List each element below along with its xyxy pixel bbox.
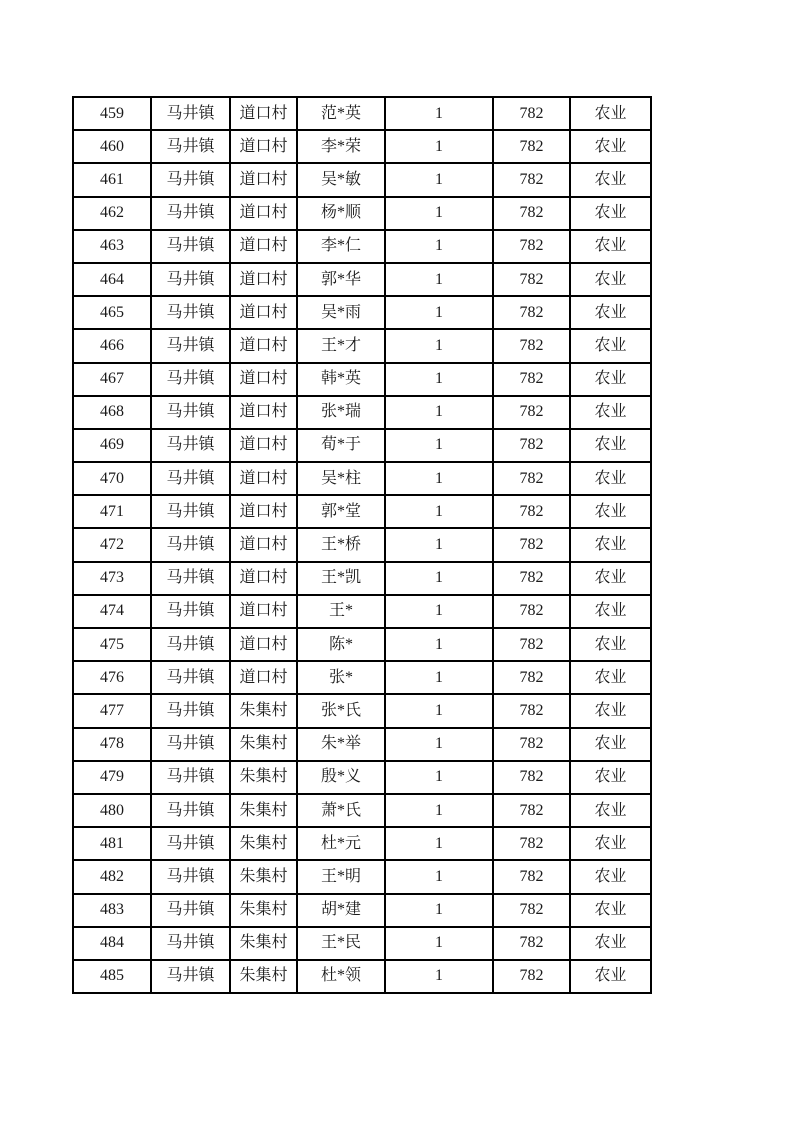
category-cell: 农业 [570, 827, 651, 860]
village-cell: 道口村 [230, 528, 297, 561]
name-cell: 李*仁 [297, 230, 385, 263]
table-row [73, 628, 651, 661]
table-row [73, 97, 651, 130]
serial-cell: 481 [73, 827, 151, 860]
town-cell: 马井镇 [151, 595, 230, 628]
category-cell: 农业 [570, 595, 651, 628]
name-cell: 王*凯 [297, 562, 385, 595]
count-cell: 1 [385, 429, 493, 462]
town-cell: 马井镇 [151, 396, 230, 429]
count-cell: 1 [385, 97, 493, 130]
count-cell: 1 [385, 694, 493, 727]
table-row [73, 462, 651, 495]
category-cell: 农业 [570, 860, 651, 893]
count-cell: 1 [385, 495, 493, 528]
town-cell: 马井镇 [151, 761, 230, 794]
serial-cell: 482 [73, 860, 151, 893]
amount-cell: 782 [493, 761, 570, 794]
count-cell: 1 [385, 197, 493, 230]
category-cell: 农业 [570, 263, 651, 296]
name-cell: 王*才 [297, 329, 385, 362]
name-cell: 杨*顺 [297, 197, 385, 230]
village-cell: 道口村 [230, 329, 297, 362]
town-cell: 马井镇 [151, 429, 230, 462]
village-cell: 朱集村 [230, 860, 297, 893]
category-cell: 农业 [570, 728, 651, 761]
table-row [73, 495, 651, 528]
category-cell: 农业 [570, 761, 651, 794]
name-cell: 殷*义 [297, 761, 385, 794]
village-cell: 道口村 [230, 197, 297, 230]
village-cell: 道口村 [230, 396, 297, 429]
table-row [73, 263, 651, 296]
town-cell: 马井镇 [151, 728, 230, 761]
table-row [73, 396, 651, 429]
amount-cell: 782 [493, 562, 570, 595]
count-cell: 1 [385, 329, 493, 362]
category-cell: 农业 [570, 894, 651, 927]
table-row [73, 827, 651, 860]
town-cell: 马井镇 [151, 462, 230, 495]
category-cell: 农业 [570, 130, 651, 163]
table-row [73, 197, 651, 230]
amount-cell: 782 [493, 661, 570, 694]
serial-cell: 471 [73, 495, 151, 528]
table-row [73, 230, 651, 263]
town-cell: 马井镇 [151, 628, 230, 661]
category-cell: 农业 [570, 694, 651, 727]
category-cell: 农业 [570, 97, 651, 130]
count-cell: 1 [385, 761, 493, 794]
name-cell: 张*瑞 [297, 396, 385, 429]
name-cell: 朱*举 [297, 728, 385, 761]
category-cell: 农业 [570, 462, 651, 495]
name-cell: 吴*敏 [297, 163, 385, 196]
town-cell: 马井镇 [151, 661, 230, 694]
serial-cell: 478 [73, 728, 151, 761]
village-cell: 道口村 [230, 263, 297, 296]
table-row [73, 661, 651, 694]
table-row [73, 894, 651, 927]
town-cell: 马井镇 [151, 230, 230, 263]
category-cell: 农业 [570, 495, 651, 528]
name-cell: 杜*元 [297, 827, 385, 860]
table-body [73, 97, 651, 993]
amount-cell: 782 [493, 528, 570, 561]
table-row [73, 927, 651, 960]
count-cell: 1 [385, 363, 493, 396]
amount-cell: 782 [493, 827, 570, 860]
amount-cell: 782 [493, 595, 570, 628]
table-row [73, 296, 651, 329]
town-cell: 马井镇 [151, 927, 230, 960]
name-cell: 吴*雨 [297, 296, 385, 329]
category-cell: 农业 [570, 396, 651, 429]
name-cell: 范*英 [297, 97, 385, 130]
count-cell: 1 [385, 860, 493, 893]
town-cell: 马井镇 [151, 296, 230, 329]
town-cell: 马井镇 [151, 794, 230, 827]
count-cell: 1 [385, 163, 493, 196]
amount-cell: 782 [493, 860, 570, 893]
village-cell: 朱集村 [230, 927, 297, 960]
category-cell: 农业 [570, 163, 651, 196]
count-cell: 1 [385, 462, 493, 495]
amount-cell: 782 [493, 495, 570, 528]
amount-cell: 782 [493, 628, 570, 661]
table-row [73, 363, 651, 396]
category-cell: 农业 [570, 528, 651, 561]
table-row [73, 329, 651, 362]
name-cell: 韩*英 [297, 363, 385, 396]
name-cell: 王* [297, 595, 385, 628]
serial-cell: 466 [73, 329, 151, 362]
town-cell: 马井镇 [151, 363, 230, 396]
serial-cell: 479 [73, 761, 151, 794]
count-cell: 1 [385, 728, 493, 761]
village-cell: 朱集村 [230, 761, 297, 794]
category-cell: 农业 [570, 363, 651, 396]
serial-cell: 473 [73, 562, 151, 595]
table-row [73, 728, 651, 761]
table-row [73, 694, 651, 727]
amount-cell: 782 [493, 894, 570, 927]
category-cell: 农业 [570, 197, 651, 230]
amount-cell: 782 [493, 197, 570, 230]
count-cell: 1 [385, 827, 493, 860]
table-row [73, 429, 651, 462]
village-cell: 道口村 [230, 595, 297, 628]
serial-cell: 461 [73, 163, 151, 196]
town-cell: 马井镇 [151, 263, 230, 296]
category-cell: 农业 [570, 927, 651, 960]
village-cell: 朱集村 [230, 694, 297, 727]
table-row [73, 860, 651, 893]
amount-cell: 782 [493, 263, 570, 296]
village-cell: 朱集村 [230, 728, 297, 761]
table-row [73, 761, 651, 794]
village-cell: 道口村 [230, 495, 297, 528]
serial-cell: 464 [73, 263, 151, 296]
table-row [73, 960, 651, 993]
village-cell: 道口村 [230, 296, 297, 329]
village-cell: 朱集村 [230, 894, 297, 927]
name-cell: 郭*堂 [297, 495, 385, 528]
count-cell: 1 [385, 528, 493, 561]
village-cell: 道口村 [230, 562, 297, 595]
count-cell: 1 [385, 130, 493, 163]
count-cell: 1 [385, 960, 493, 993]
serial-cell: 476 [73, 661, 151, 694]
category-cell: 农业 [570, 429, 651, 462]
amount-cell: 782 [493, 296, 570, 329]
name-cell: 荀*于 [297, 429, 385, 462]
table-row [73, 562, 651, 595]
table-row [73, 163, 651, 196]
serial-cell: 485 [73, 960, 151, 993]
amount-cell: 782 [493, 363, 570, 396]
name-cell: 王*桥 [297, 528, 385, 561]
serial-cell: 467 [73, 363, 151, 396]
amount-cell: 782 [493, 694, 570, 727]
count-cell: 1 [385, 894, 493, 927]
town-cell: 马井镇 [151, 960, 230, 993]
category-cell: 农业 [570, 661, 651, 694]
category-cell: 农业 [570, 794, 651, 827]
village-cell: 朱集村 [230, 794, 297, 827]
serial-cell: 483 [73, 894, 151, 927]
category-cell: 农业 [570, 329, 651, 362]
village-cell: 道口村 [230, 462, 297, 495]
amount-cell: 782 [493, 163, 570, 196]
serial-cell: 465 [73, 296, 151, 329]
count-cell: 1 [385, 628, 493, 661]
town-cell: 马井镇 [151, 163, 230, 196]
name-cell: 胡*建 [297, 894, 385, 927]
serial-cell: 468 [73, 396, 151, 429]
amount-cell: 782 [493, 329, 570, 362]
count-cell: 1 [385, 595, 493, 628]
town-cell: 马井镇 [151, 694, 230, 727]
amount-cell: 782 [493, 794, 570, 827]
amount-cell: 782 [493, 927, 570, 960]
name-cell: 郭*华 [297, 263, 385, 296]
town-cell: 马井镇 [151, 894, 230, 927]
name-cell: 王*明 [297, 860, 385, 893]
village-cell: 道口村 [230, 230, 297, 263]
serial-cell: 459 [73, 97, 151, 130]
count-cell: 1 [385, 230, 493, 263]
serial-cell: 469 [73, 429, 151, 462]
count-cell: 1 [385, 794, 493, 827]
category-cell: 农业 [570, 562, 651, 595]
serial-cell: 463 [73, 230, 151, 263]
amount-cell: 782 [493, 396, 570, 429]
table-row [73, 528, 651, 561]
amount-cell: 782 [493, 728, 570, 761]
town-cell: 马井镇 [151, 329, 230, 362]
category-cell: 农业 [570, 230, 651, 263]
category-cell: 农业 [570, 628, 651, 661]
table-row [73, 130, 651, 163]
amount-cell: 782 [493, 429, 570, 462]
town-cell: 马井镇 [151, 827, 230, 860]
town-cell: 马井镇 [151, 528, 230, 561]
count-cell: 1 [385, 562, 493, 595]
table-row [73, 794, 651, 827]
amount-cell: 782 [493, 960, 570, 993]
category-cell: 农业 [570, 296, 651, 329]
serial-cell: 470 [73, 462, 151, 495]
name-cell: 张*氏 [297, 694, 385, 727]
amount-cell: 782 [493, 230, 570, 263]
town-cell: 马井镇 [151, 495, 230, 528]
village-cell: 道口村 [230, 661, 297, 694]
serial-cell: 480 [73, 794, 151, 827]
count-cell: 1 [385, 661, 493, 694]
name-cell: 萧*氏 [297, 794, 385, 827]
serial-cell: 484 [73, 927, 151, 960]
count-cell: 1 [385, 396, 493, 429]
village-cell: 朱集村 [230, 960, 297, 993]
town-cell: 马井镇 [151, 197, 230, 230]
name-cell: 吴*柱 [297, 462, 385, 495]
name-cell: 王*民 [297, 927, 385, 960]
serial-cell: 477 [73, 694, 151, 727]
count-cell: 1 [385, 927, 493, 960]
village-cell: 道口村 [230, 130, 297, 163]
village-cell: 道口村 [230, 429, 297, 462]
town-cell: 马井镇 [151, 562, 230, 595]
amount-cell: 782 [493, 462, 570, 495]
town-cell: 马井镇 [151, 130, 230, 163]
name-cell: 张* [297, 661, 385, 694]
amount-cell: 782 [493, 130, 570, 163]
count-cell: 1 [385, 296, 493, 329]
serial-cell: 472 [73, 528, 151, 561]
name-cell: 陈* [297, 628, 385, 661]
village-cell: 道口村 [230, 363, 297, 396]
village-cell: 道口村 [230, 97, 297, 130]
serial-cell: 474 [73, 595, 151, 628]
serial-cell: 462 [73, 197, 151, 230]
town-cell: 马井镇 [151, 97, 230, 130]
village-cell: 朱集村 [230, 827, 297, 860]
town-cell: 马井镇 [151, 860, 230, 893]
village-cell: 道口村 [230, 163, 297, 196]
category-cell: 农业 [570, 960, 651, 993]
village-cell: 道口村 [230, 628, 297, 661]
serial-cell: 460 [73, 130, 151, 163]
count-cell: 1 [385, 263, 493, 296]
name-cell: 杜*领 [297, 960, 385, 993]
beneficiary-table [72, 96, 652, 994]
amount-cell: 782 [493, 97, 570, 130]
table-row [73, 595, 651, 628]
serial-cell: 475 [73, 628, 151, 661]
name-cell: 李*荣 [297, 130, 385, 163]
